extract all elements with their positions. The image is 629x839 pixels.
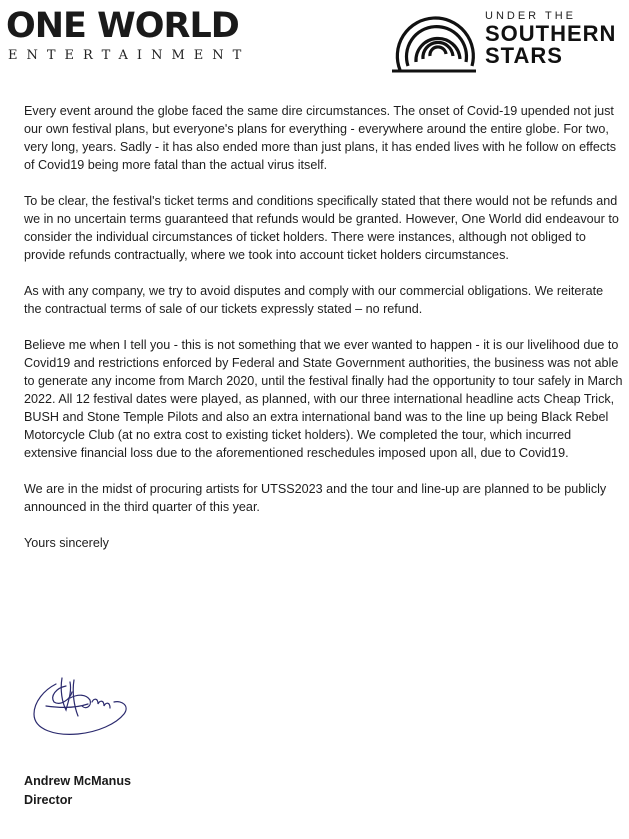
logo-title: ONE WORLD (6, 6, 239, 46)
logo-line-3: STARS (485, 43, 563, 68)
signatory-title: Director (24, 793, 73, 807)
logo-line-2: SOUTHERN (485, 21, 617, 46)
closing-salutation: Yours sincerely (24, 536, 109, 550)
letter-body (24, 102, 624, 552)
paragraph-1: Every event around the globe faced the same dire circumstances. The onset of Covid-19 upended not just our own festival plans, but everyone's plans for everything - everywhere around the entire globe. For two, very long, years. Sadly - it has also ended more than just plans, it has ended lives with he follow on effects of Covid19 being more fatal than the actual virus itself. (24, 104, 616, 172)
under-the-southern-stars-logo (388, 4, 624, 78)
handwritten-signature (26, 672, 136, 740)
signatory-name: Andrew McManus (24, 774, 132, 788)
paragraph-4: Believe me when I tell you - this is not something that we ever wanted to happen - it is our livelihood due to Covid19 and restrictions enforced by Federal and State Government authorities, the business was not able to generate any income from March 2020, until the festival finally had the opportunity to tour safely in March 2022. All 12 festival dates were played, as planned, with our three international headline acts Cheap Trick, BUSH and Stone Temple Pilots and also an extra international band was to the line up being Black Rebel Motorcycle Club (at no extra cost to existing ticket holders). We completed the tour, which incurred extensive financial loss due to the aforementioned reschedules imposed upon all, due to Covid19. (24, 338, 623, 460)
concentric-rings-icon (388, 4, 480, 74)
paragraph-3: As with any company, we try to avoid disputes and comply with our commercial obligations. We reiterate the contractual terms of sale of our tickets expressly stated – no refund. (24, 284, 604, 316)
paragraph-5: We are in the midst of procuring artists for UTSS2023 and the tour and line-up are planned to be publicly announced in the third quarter of this year. (24, 482, 607, 514)
one-world-logo (6, 6, 251, 68)
logo-subtitle: ENTERTAINMENT (8, 48, 251, 63)
logo-line-1: UNDER THE (485, 10, 576, 22)
signatory-block (24, 772, 131, 810)
paragraph-2: To be clear, the festival's ticket terms and conditions specifically stated that there would not be refunds and we in no uncertain terms guaranteed that refunds would be granted. However, One World did endeavour to consider the individual circumstances of ticket holders. There were instances, although not obliged to provide refunds contractually, where we took into account ticket holders circumstances. (24, 194, 619, 262)
